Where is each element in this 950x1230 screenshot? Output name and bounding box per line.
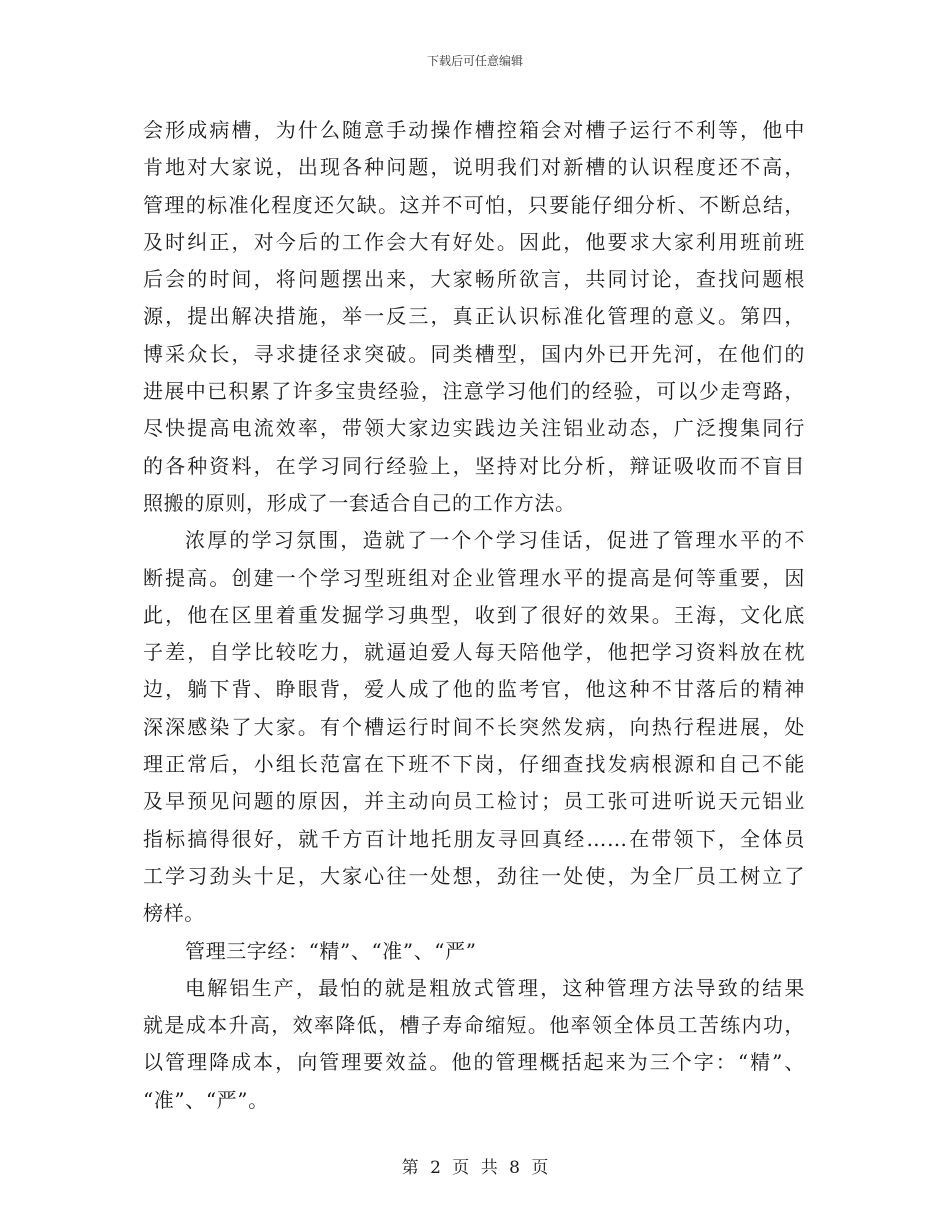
text-line: 源，提出解决措施，举一反三，真正认识标准化管理的意义。第四，: [143, 304, 805, 329]
text-line: 照搬的原则，形成了一套适合自己的工作方法。: [143, 490, 576, 515]
document-body: [143, 112, 805, 1119]
text-line: 及时纠正，对今后的工作会大有好处。因此，他要求大家利用班前班: [143, 229, 805, 254]
page-number: 第 2 页 共 8 页: [401, 1158, 549, 1178]
text-line: 理正常后，小组长范富在下班不下岗，仔细查找发病根源和自己不能: [143, 752, 805, 777]
text-line: 博采众长，寻求捷径求突破。同类槽型，国内外已开先河，在他们的: [143, 341, 805, 366]
text-line: 断提高。创建一个学习型班组对企业管理水平的提高是何等重要，因: [143, 565, 805, 590]
text-line: 深深感染了大家。有个槽运行时间不长突然发病，向热行程进展，处: [143, 714, 805, 739]
text-line: 以管理降成本，向管理要效益。他的管理概括起来为三个字：“精”、: [143, 1050, 805, 1075]
text-line: 后会的时间，将问题摆出来，大家畅所欲言，共同讨论，查找问题根: [143, 267, 805, 292]
text-line: 就是成本升高，效率降低，槽子寿命缩短。他率领全体员工苦练内功，: [143, 1013, 805, 1038]
text-line: 指标搞得很好，就千方百计地托朋友寻回真经……在带领下，全体员: [143, 826, 805, 851]
paragraph-start-line: 浓厚的学习氛围，造就了一个个学习佳话，促进了管理水平的不: [185, 528, 805, 553]
text-line: 工学习劲头十足，大家心往一处想，劲往一处使，为全厂员工树立了: [143, 863, 805, 888]
text-line: 肯地对大家说，出现各种问题，说明我们对新槽的认识程度还不高，: [143, 155, 805, 180]
paragraph-start-line: 电解铝生产，最怕的就是粗放式管理，这种管理方法导致的结果: [185, 975, 805, 1000]
text-line: 及早预见问题的原因，并主动向员工检讨；员工张可进听说天元铝业: [143, 789, 805, 814]
text-line: 进展中已积累了许多宝贵经验，注意学习他们的经验，可以少走弯路，: [143, 379, 805, 404]
section-heading: 管理三字经：“精”、“准”、“严”: [185, 938, 477, 963]
text-line: 管理的标准化程度还欠缺。这并不可怕，只要能仔细分析、不断总结，: [143, 192, 805, 217]
text-line: 会形成病槽，为什么随意手动操作槽控箱会对槽子运行不利等，他中: [143, 118, 805, 142]
text-line: 边，躺下背、睁眼背，爱人成了他的监考官，他这种不甘落后的精神: [143, 677, 805, 702]
text-line: 的各种资料，在学习同行经验上，坚持对比分析，辩证吸收而不盲目: [143, 453, 805, 478]
text-line: “准”、“严”。: [143, 1087, 269, 1112]
text-line: 子差，自学比较吃力，就逼迫爱人每天陪他学，他把学习资料放在枕: [143, 640, 805, 665]
text-line: 尽快提高电流效率，带领大家边实践边关注铝业动态，广泛搜集同行: [143, 416, 805, 441]
text-line: 榜样。: [143, 901, 205, 926]
text-line: 此，他在区里着重发掘学习典型，收到了很好的效果。王海，文化底: [143, 602, 805, 627]
page-header: 下载后可任意编辑: [426, 54, 523, 68]
